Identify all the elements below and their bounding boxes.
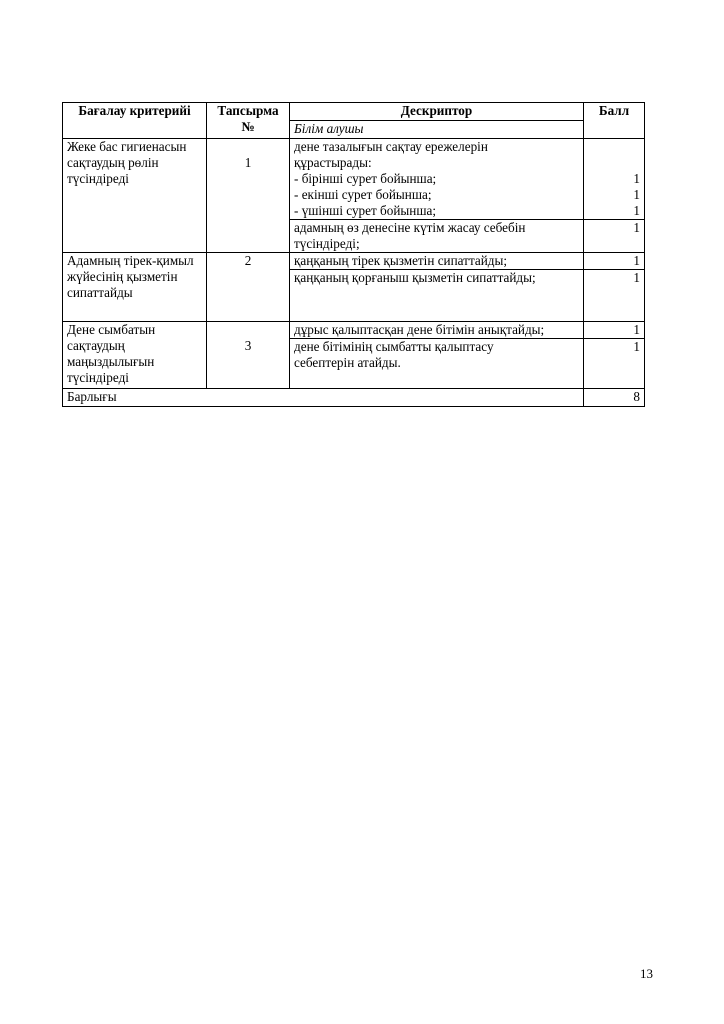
header-task-line1: Тапсырма	[217, 103, 279, 118]
table-row	[63, 322, 645, 339]
descriptor-line: дене тазалығын сақтау ережелерін	[294, 139, 488, 154]
score-line: 1	[633, 203, 640, 218]
score-cell	[584, 322, 645, 339]
page-number: 13	[640, 966, 653, 981]
score-line: 1	[633, 220, 640, 235]
task-number-cell: 1	[207, 139, 290, 253]
score-line: 1	[633, 187, 640, 202]
criterion-cell: Дене сымбатын сақтаудың маңыздылығын түсіндіреді	[63, 322, 207, 389]
task-number-cell: 3	[207, 322, 290, 389]
header-task	[207, 103, 290, 139]
descriptor-line: - екінші сурет бойынша;	[294, 187, 432, 202]
descriptor-line: адамның өз денесіне күтім жасау себебін	[294, 220, 526, 235]
descriptor-line: түсіндіреді;	[294, 236, 360, 251]
descriptor-line: - бірінші сурет бойынша;	[294, 171, 437, 186]
subheader-learner: Білім алушы	[290, 121, 584, 139]
score-cell	[584, 139, 645, 220]
descriptor-cell	[290, 253, 584, 270]
score-line: 1	[633, 253, 640, 268]
score-line	[588, 155, 640, 171]
descriptor-cell	[290, 139, 584, 220]
score-line: 1	[633, 171, 640, 186]
total-row	[63, 389, 645, 407]
descriptor-line: қаңқаның қорғаныш қызметін сипаттайды;	[294, 270, 536, 285]
total-label: Барлығы	[63, 389, 584, 407]
descriptor-line: себептерін атайды.	[294, 355, 401, 370]
header-score: Балл	[584, 103, 645, 139]
score-cell	[584, 270, 645, 322]
score-line	[588, 139, 640, 155]
score-cell	[584, 339, 645, 389]
assessment-table	[62, 102, 645, 407]
descriptor-line: - үшінші сурет бойынша;	[294, 203, 437, 218]
table-row	[63, 253, 645, 270]
descriptor-cell	[290, 270, 584, 322]
header-task-line2: №	[241, 119, 255, 134]
descriptor-line: дене бітімінің сымбатты қалыптасу	[294, 339, 494, 354]
header-row	[63, 103, 645, 121]
header-descriptor: Дескриптор	[290, 103, 584, 121]
table-row	[63, 139, 645, 220]
descriptor-line: құрастырады:	[294, 155, 372, 170]
descriptor-cell	[290, 220, 584, 253]
score-cell	[584, 253, 645, 270]
header-criterion: Бағалау критерийі	[63, 103, 207, 139]
criterion-cell: Адамның тірек-қимыл жүйесінің қызметін сипаттайды	[63, 253, 207, 322]
criterion-cell: Жеке бас гигиенасын сақтаудың рөлін түсіндіреді	[63, 139, 207, 253]
total-score: 8	[584, 389, 645, 407]
score-cell	[584, 220, 645, 253]
score-line: 1	[633, 270, 640, 285]
score-line: 1	[633, 322, 640, 337]
descriptor-cell	[290, 339, 584, 389]
descriptor-line: дұрыс қалыптасқан дене бітімін анықтайды;	[294, 322, 545, 337]
descriptor-cell	[290, 322, 584, 339]
descriptor-line: қаңқаның тірек қызметін сипаттайды;	[294, 253, 508, 268]
task-number-cell: 2	[207, 253, 290, 322]
score-line: 1	[633, 339, 640, 354]
